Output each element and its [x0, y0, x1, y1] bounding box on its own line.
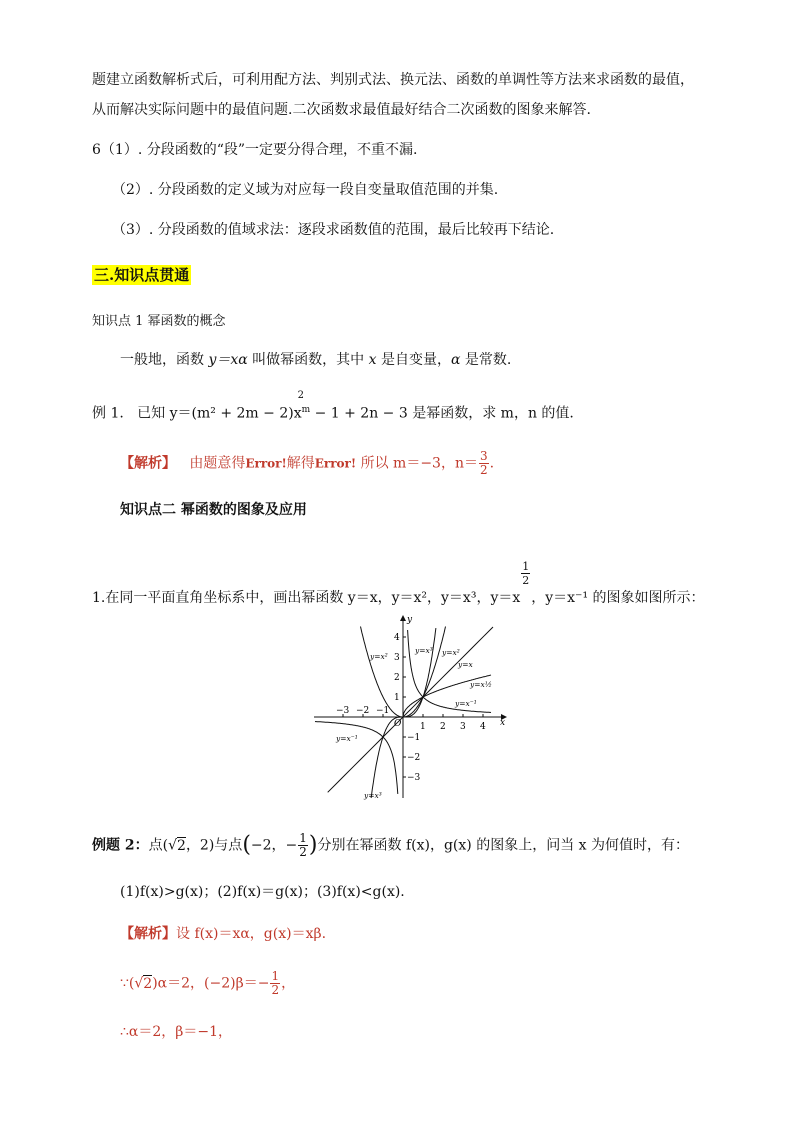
y-tick-label: −1 [407, 733, 421, 743]
ex1-sol-a: 由题意得 [189, 455, 246, 472]
power-functions-graph [310, 612, 510, 802]
curve-y-x [328, 627, 493, 792]
ex2-solution-line-2: ∵(√2)α＝2，(−2)β＝− $\frac{1}{2}$ ， [120, 969, 296, 997]
label-x: y=x [458, 660, 473, 669]
ex2-sqrt2: 2 [177, 837, 186, 854]
ex1-text-b: − 1 + 2n − 3 是幂函数，求 m，n 的值. [310, 405, 574, 422]
label-inv-left: y=x⁻¹ [336, 734, 358, 743]
x-tick-label: 2 [440, 722, 446, 732]
label-x2-left: y=x² [370, 652, 388, 661]
x-tick-label: −3 [336, 706, 350, 716]
kp1-def-d: 是常数. [460, 352, 512, 368]
section-heading [92, 265, 191, 286]
item1-half-exponent [521, 560, 530, 587]
section-heading-text: 三.知识点贯通 [94, 266, 190, 284]
ex2-sol-line2-a: ∵( [120, 975, 135, 992]
curve-y-inv-left [315, 722, 398, 794]
y-tick-label: 2 [394, 673, 400, 683]
ex1-exp-num: 2 [297, 390, 304, 401]
ex2-sol-line2-num: 1 [271, 969, 280, 983]
ex2-cases: (1)f(x)>g(x)；(2)f(x)＝g(x)；(3)f(x)<g(x). [120, 884, 405, 900]
item1-text [92, 560, 705, 608]
kp2-title: 知识点二 幂函数的图象及应用 [120, 502, 307, 518]
item6-p3: （3）. 分段函数的值域求法：逐段求函数值的范围，最后比较再下结论. [112, 222, 555, 238]
ex2-text-a: 点( [148, 837, 169, 854]
label-x2-right: y=x² [442, 648, 460, 657]
ex2-sol-line2-end: ， [281, 975, 296, 992]
ex1-label: 例 1. [92, 405, 124, 422]
ex2-solution-line-3: ∴α＝2，β＝−1， [120, 1024, 232, 1040]
ex1-statement [92, 390, 574, 424]
x-tick-label: 1 [420, 722, 426, 732]
label-sqrt: y=x½ [470, 680, 493, 689]
ex2-sol-line2-b: )α＝2，(−2)β＝− [152, 975, 270, 992]
origin-label: O [394, 719, 402, 729]
kp1-definition [120, 350, 511, 370]
x-tick-label: −1 [376, 706, 390, 716]
item1-text-a: 1.在同一平面直角坐标系中，画出幂函数 y＝x，y＝x²，y＝x³，y＝x [92, 590, 521, 606]
ex2-text-c: 分别在幂函数 f(x)，g(x) 的图象上，问当 x 为何值时，有： [317, 837, 689, 854]
ex2-point2-fraction [298, 832, 308, 859]
ex2-sol-line2-fraction [270, 970, 280, 997]
ex2-sol-line1: 设 f(x)＝xα，g(x)＝xβ. [176, 926, 327, 942]
ex2-point2-a: −2，− [250, 837, 298, 854]
item1-half-num: 1 [522, 560, 530, 573]
kp1-def-alpha: α [450, 352, 461, 368]
axis-y-label: y [407, 615, 413, 625]
ex1-text-a: 已知 y＝(m² + 2m − 2)x [137, 405, 302, 422]
kp1-title: 知识点 1 幂函数的概念 [92, 314, 226, 329]
ex1-n-den: 2 [479, 463, 488, 477]
ex2-sol-line2-den: 2 [271, 983, 280, 997]
ex1-sol-b: 解得 [286, 455, 315, 472]
y-tick-label: −3 [407, 773, 421, 783]
ex2-sol-line2-sqrt: 2 [143, 975, 153, 992]
y-tick-label: 1 [394, 693, 400, 703]
ex2-sol-label: 【解析】 [120, 926, 176, 942]
ex1-n-fraction [479, 450, 489, 477]
ex2-solution-line-1 [120, 924, 326, 944]
ex2-p2-num: 1 [299, 831, 307, 845]
x-tick-label: −2 [356, 706, 370, 716]
y-tick-label: 3 [394, 653, 400, 663]
ex1-sol-label: 【解析】 [120, 455, 176, 472]
kp1-def-c: 是自变量， [376, 352, 451, 368]
intro-line-2: 从而解决实际问题中的最值问题.二次函数求最值最好结合二次函数的图象来解答. [92, 102, 591, 118]
item1-half-den: 2 [522, 574, 530, 587]
ex1-error-2: Error! [314, 456, 357, 471]
y-tick-label: −2 [407, 753, 421, 763]
y-tick-label: 4 [394, 633, 400, 643]
item6-p1: 6（1）. 分段函数的“段”一定要分得合理，不重不漏. [92, 142, 418, 158]
label-x3-bottom: y=x³ [364, 791, 382, 800]
axis-x-label: x [500, 718, 506, 728]
x-tick-label: 3 [460, 722, 466, 732]
ex1-n-num: 3 [479, 449, 488, 463]
ex2-text-b: ，2)与点 [185, 837, 243, 854]
x-tick-label: 4 [480, 722, 486, 732]
kp1-def-b: 叫做幂函数，其中 [247, 352, 369, 368]
ex1-error-1: Error! [245, 456, 287, 471]
tick-marks [336, 633, 486, 783]
ex2-p2-den: 2 [299, 845, 307, 859]
kp1-def-x: x [368, 352, 377, 368]
ex1-exp-text: m [301, 405, 311, 415]
ex1-sol-c: 所以 m＝−3，n＝ [360, 455, 478, 472]
intro-line-1: 题建立函数解析式后，可利用配方法、判别式法、换元法、函数的单调性等方法来求函数的最值， [92, 72, 694, 88]
item1-text-b: ，y＝x⁻¹ 的图象如图所示： [531, 590, 705, 606]
ex1-solution [120, 450, 494, 477]
item6-p2: （2）. 分段函数的定义域为对应每一段自变量取值范围的并集. [112, 182, 499, 198]
label-x3-top: y=x³ [415, 646, 433, 655]
label-inv-right: y=x⁻¹ [455, 699, 477, 708]
ex1-sol-end: . [489, 455, 495, 472]
ex2-statement: 例题 2：点(√2，2)与点(−2，− $\frac{1}{2}$ )分别在幂函数 f(x)，g(x) 的图象上，问当 x 为何值时，有： [92, 831, 689, 859]
ex2-label: 例题 2： [92, 837, 149, 854]
kp1-def-a: 一般地，函数 [120, 352, 209, 368]
kp1-def-formula: y＝xα [208, 352, 248, 368]
